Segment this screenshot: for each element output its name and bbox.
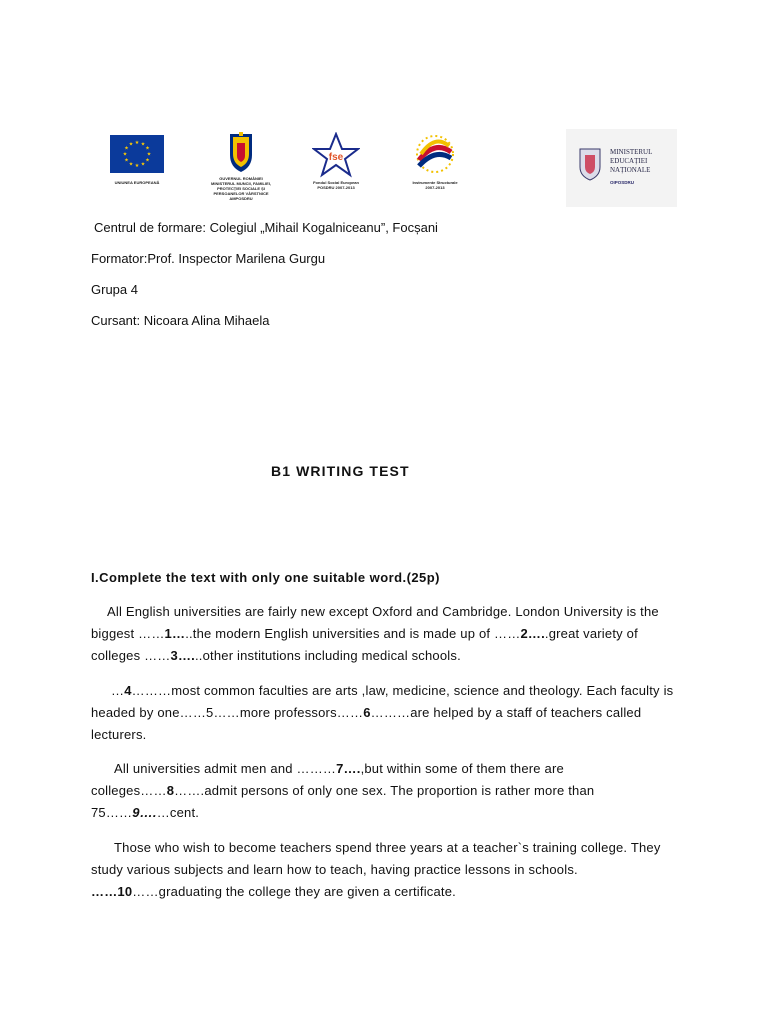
paragraph-1 <box>91 601 681 667</box>
gov-caption: GUVERNUL ROMÂNIEI MINISTERUL MUNCII, FAMILIEI, PROTECȚIEI SOCIALE ȘI PERSOANELOR VÂRSTNICE AMPOSDRU <box>211 176 271 201</box>
ministry-emblem-logo <box>577 145 603 181</box>
svg-text:★: ★ <box>122 151 128 158</box>
svg-text:fse: fse <box>328 152 344 163</box>
paragraph-line: All English universities are fairly new except Oxford and Cambridge. London University is the <box>107 604 659 619</box>
training-center: Centrul de formare: Colegiul „Mihail Kogalniceanu”, Focșani <box>94 220 438 235</box>
gap-number: 3…. <box>170 648 195 663</box>
fse-caption: Fondul Social European POSDRU 2007-2013 <box>313 180 359 190</box>
instrumente-structurale-logo <box>413 130 457 176</box>
fse-star-logo <box>312 132 360 178</box>
paragraph-line: All universities admit men and ………7….,but within some of them there are <box>114 761 564 776</box>
svg-text:★: ★ <box>145 145 150 152</box>
task-instruction: I.Complete the text with only one suitable word.(25p) <box>91 570 440 585</box>
gap-number: 8 <box>166 783 175 798</box>
svg-text:★: ★ <box>124 157 129 164</box>
svg-text:★: ★ <box>134 140 140 146</box>
trainer: Formator:Prof. Inspector Marilena Gurgu <box>91 251 326 266</box>
eu-caption: UNIUNEA EUROPEANĂ <box>114 180 160 185</box>
eu-flag-logo <box>110 135 164 173</box>
paragraph-line: colleges……8…….admit persons of only one sex. The proportion is rather more than <box>91 783 595 798</box>
paragraph-line: ……10……graduating the college they are given a certificate. <box>91 884 456 899</box>
paragraph-3 <box>91 758 681 824</box>
gap-number: 10 <box>117 884 133 899</box>
paragraph-line: lecturers. <box>91 727 147 742</box>
ministry-sub: OIPOSDRU <box>610 180 635 185</box>
is-caption: Instrumente Structurale 2007-2013 <box>412 180 458 190</box>
paragraph-2 <box>91 680 681 746</box>
logo-strip <box>0 0 768 215</box>
romania-crest-logo <box>226 131 256 173</box>
ministry-name: MINISTERUL EDUCAȚIEI NAȚIONALE <box>610 148 653 174</box>
svg-text:★: ★ <box>128 161 134 168</box>
paragraph-4 <box>91 837 681 903</box>
svg-text:★: ★ <box>140 141 146 148</box>
paragraph-line: study various subjects and learn how to teach, having practice lessons in schools. <box>91 862 578 877</box>
page-title: B1 WRITING TEST <box>271 463 410 479</box>
paragraph-line: Those who wish to become teachers spend three years at a teacher`s training college. They <box>114 840 661 855</box>
gap-number: 6 <box>363 705 371 720</box>
svg-text:★: ★ <box>128 141 134 148</box>
student: Cursant: Nicoara Alina Mihaela <box>91 313 270 328</box>
paragraph-line: …4………most common faculties are arts ,law, medicine, science and theology. Each faculty is <box>111 683 674 698</box>
svg-text:★: ★ <box>140 161 146 168</box>
paragraph-line: biggest ……1…..the modern English universities and is made up of ……2…..great variety of <box>91 626 638 641</box>
paragraph-line: 75……9….…cent. <box>91 805 200 820</box>
svg-text:★: ★ <box>134 163 140 169</box>
group: Grupa 4 <box>91 282 138 297</box>
svg-text:★: ★ <box>145 157 150 164</box>
gap-number: 9…. <box>132 805 157 820</box>
svg-text:★: ★ <box>146 151 152 158</box>
gap-number: 2…. <box>520 626 545 641</box>
gap-number: 7…. <box>336 761 361 776</box>
paragraph-line: headed by one……5……more professors……6………are helped by a staff of teachers called <box>91 705 642 720</box>
gap-number: 1… <box>164 626 186 641</box>
gap-number: 4 <box>124 683 132 698</box>
svg-text:★: ★ <box>124 145 129 152</box>
paragraph-line: colleges ……3…...other institutions including medical schools. <box>91 648 461 663</box>
